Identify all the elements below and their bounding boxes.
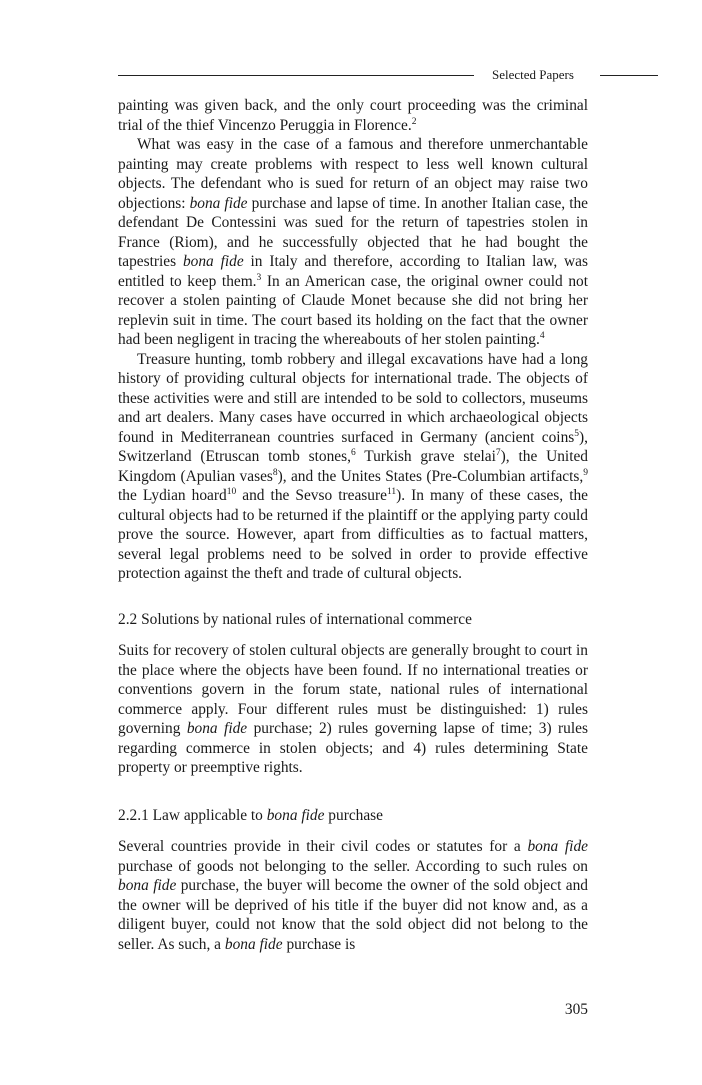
paragraph-3-text-d: ), the United Kingdom (Apulian vases <box>118 448 588 485</box>
paragraph-5 <box>118 837 588 954</box>
paragraph-4-italic-1: bona fide <box>186 720 248 737</box>
paragraph-1 <box>118 96 588 135</box>
paragraph-4-text-b: purchase; 2) rules governing lapse of time; 3) rules regarding commerce in stolen objects; and 4) rules determining State property or preemptive rights. <box>118 720 588 776</box>
paragraph-2-italic-2: bona fide <box>182 253 244 270</box>
paragraph-1-text: painting was given back, and the only court proceeding was the criminal trial of the thief Vincenzo Peruggia in Florence. <box>118 97 588 134</box>
paragraph-3-text-c: Turkish grave stelai <box>355 448 496 465</box>
paragraph-2-text-d: In an American case, the original owner could not recover a stolen painting of Claude Monet because she did not bring her replevin suit in time. The court based its holding on the fact that the owner had been negligent in tracing the whereabouts of her stolen painting. <box>118 272 588 348</box>
footnote-ref-10: 10 <box>226 487 237 497</box>
paragraph-3-text-a: Treasure hunting, tomb robbery and illegal excavations have had a long history of providing cultural objects for international trade. The objects of these activities were and still are intended to be sold to collectors, museums and art dealers. Many cases have occurred in which archaeological objects found in Mediterranean countries surfaced in Germany (ancient coins <box>118 350 588 446</box>
paragraph-5-text-a: Several countries provide in their civil codes or statutes for a <box>118 838 528 855</box>
header-rule-right <box>600 75 658 76</box>
heading-2-2-1-prefix: 2.2.1 Law applicable to <box>118 806 267 824</box>
paragraph-4-text-a: Suits for recovery of stolen cultural objects are generally brought to court in the place where the objects have been found. If no international treaties or conventions govern in the forum state, national rules of international commerce apply. Four different rules must be distinguished: 1) rules governing <box>118 642 588 737</box>
paragraph-2-text-b: purchase and lapse of time. In another Italian case, the defendant De Contessini was sued for the return of tapestries stolen in France (Riom), and he successfully objected that he had bought the tapestries <box>118 194 588 270</box>
paragraph-2-italic-1: bona fide <box>189 194 248 212</box>
footnote-ref-7: 7 <box>495 448 501 458</box>
paragraph-2 <box>118 135 588 350</box>
paragraph-3-text-g: and the Sevso treasure <box>236 487 387 504</box>
paragraph-5-text-d: purchase is <box>282 935 356 953</box>
header-rule-left <box>118 75 474 76</box>
paragraph-5-italic-1: bona fide <box>527 838 588 855</box>
paragraph-3-text-h: ). In many of these cases, the cultural objects had to be returned if the plaintiff or the applying party could prove the source. However, apart from difficulties as to factual matters, several legal problems need to be solved in order to provide effective protection against the theft and trade of cultural objects. <box>118 487 589 582</box>
running-head-title: Selected Papers <box>492 67 574 82</box>
section-heading-2-2-1 <box>118 806 588 826</box>
paragraph-3-text-f: the Lydian hoard <box>118 487 227 504</box>
paragraph-5-italic-2: bona fide <box>118 877 177 894</box>
page-number: 305 <box>564 1001 588 1018</box>
running-header <box>118 66 658 86</box>
paragraph-2-text-c: in Italy and therefore, according to Italian law, was entitled to keep them. <box>118 253 588 290</box>
footnote-ref-2: 2 <box>411 116 417 127</box>
paragraph-3 <box>118 350 588 584</box>
paragraph-5-text-c: purchase, the buyer will become the owner of the sold object and the owner will be deprived of his title if the buyer did not know and, as a diligent buyer, could not know that the sold object did not belong to the seller. As such, a <box>118 877 588 953</box>
footnote-ref-8: 8 <box>272 467 278 478</box>
section-heading-2-2: 2.2 Solutions by national rules of international commerce <box>118 610 472 628</box>
paragraph-4 <box>118 641 588 778</box>
paragraph-5-text-b: purchase of goods not belonging to the seller. According to such rules on <box>118 857 588 875</box>
paragraph-3-text-e: ), and the Unites States (Pre-Columbian artifacts, <box>277 467 584 485</box>
heading-2-2-1-suffix: purchase <box>324 806 383 824</box>
heading-2-2-1-italic: bona fide <box>266 806 325 824</box>
paragraph-5-italic-3: bona fide <box>224 935 283 953</box>
page-body <box>118 96 588 954</box>
paragraph-2-text-a: What was easy in the case of a famous and therefore unmerchantable painting may create problems with respect to less well known cultural objects. The defendant who is sued for return of an object may raise two objections: <box>118 136 588 212</box>
footnote-ref-6: 6 <box>350 448 356 458</box>
paragraph-3-text-b: ), Switzerland (Etruscan tomb stones, <box>118 428 588 465</box>
footnote-ref-9: 9 <box>583 467 588 478</box>
footnote-ref-3: 3 <box>256 272 262 283</box>
footnote-ref-11: 11 <box>386 487 397 497</box>
footnote-ref-5: 5 <box>574 428 580 439</box>
footnote-ref-4: 4 <box>539 331 545 341</box>
